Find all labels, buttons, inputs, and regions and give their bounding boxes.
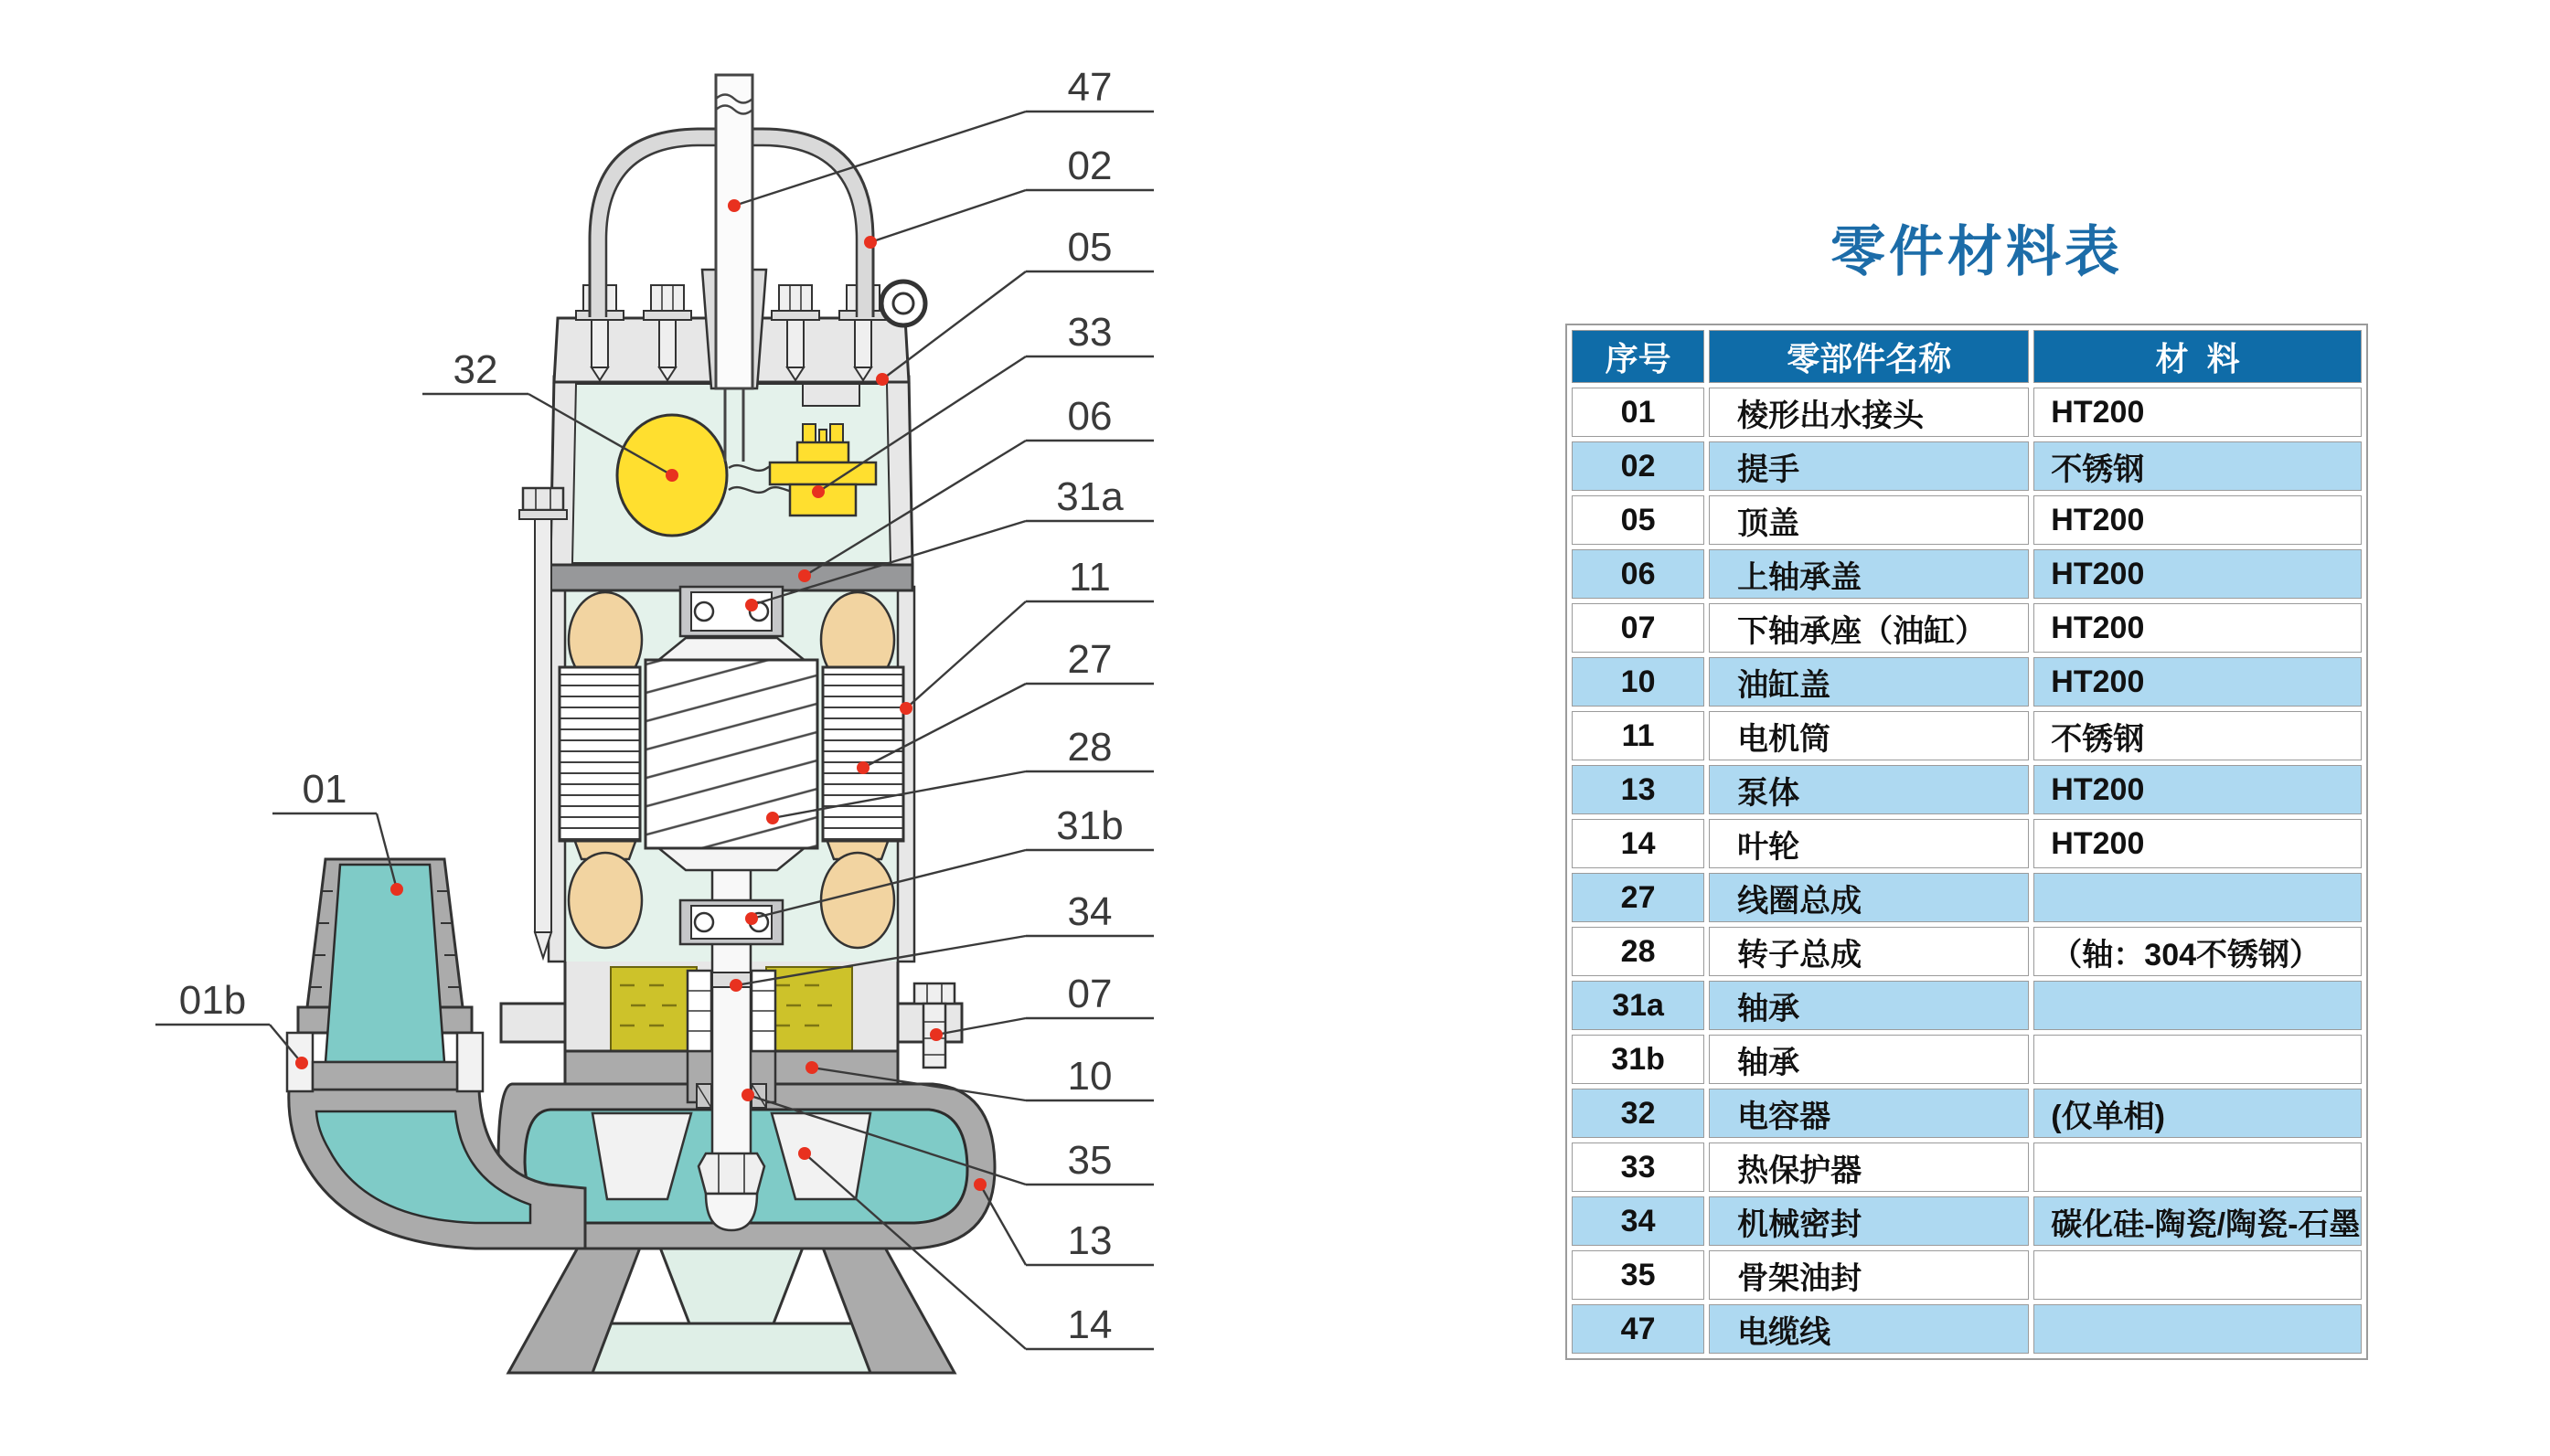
callout-label: 47 (1067, 65, 1113, 110)
part-no-cell: 27 (1572, 873, 1704, 922)
bearing-upper (680, 587, 783, 636)
leader-dot (730, 979, 742, 992)
leader-dot (806, 1061, 818, 1074)
callout-label: 11 (1069, 555, 1111, 600)
leader-line (980, 1185, 1026, 1265)
leader-dot (295, 1057, 308, 1069)
shaft-nut (699, 1153, 764, 1194)
part-name-cell: 上轴承盖 (1709, 549, 2029, 599)
part-name-cell: 机械密封 (1709, 1196, 2029, 1246)
part-no-cell: 13 (1572, 765, 1704, 814)
oil-cylinder-wing-left (501, 1004, 565, 1042)
material-cell (2033, 1142, 2362, 1192)
table-row (1572, 981, 2362, 1030)
leader-dot (812, 485, 825, 498)
leader-dot (745, 599, 758, 611)
part-no-cell: 28 (1572, 927, 1704, 976)
material-cell: （轴：304不锈钢） (2033, 927, 2362, 976)
upper-housing (550, 377, 912, 565)
callout-13 (974, 1178, 1154, 1265)
part-name-cell: 转子总成 (1709, 927, 2029, 976)
part-no-cell: 01 (1572, 388, 1704, 437)
tie-rod-shank (535, 519, 551, 932)
table-row (1572, 1196, 2362, 1246)
material-cell: HT200 (2033, 657, 2362, 707)
outlet-pipe (287, 859, 483, 1091)
material-cell: 不锈钢 (2033, 711, 2362, 760)
part-name-cell: 顶盖 (1709, 495, 2029, 545)
table-row (1572, 1250, 2362, 1300)
part-name-cell: 油缸盖 (1709, 657, 2029, 707)
bearing-ball (695, 602, 713, 621)
rotor-assembly (646, 638, 817, 870)
part-no-cell: 10 (1572, 657, 1704, 707)
callout-label: 05 (1067, 225, 1113, 270)
material-cell: 碳化硅-陶瓷/陶瓷-石墨 (2033, 1196, 2362, 1246)
part-name-cell: 棱形出水接头 (1709, 388, 2029, 437)
callout-label: 28 (1067, 725, 1113, 770)
pipe-seat (313, 1062, 457, 1089)
part-no-cell: 31b (1572, 1035, 1704, 1084)
table-row (1572, 711, 2362, 760)
table-row (1572, 1304, 2362, 1354)
table-row (1572, 549, 2362, 599)
table-row (1572, 657, 2362, 707)
material-cell: HT200 (2033, 819, 2362, 868)
callout-11 (900, 555, 1154, 715)
callout-07 (930, 972, 1154, 1041)
callout-label: 13 (1067, 1218, 1113, 1263)
leader-dot (666, 469, 678, 482)
table-row (1572, 495, 2362, 545)
part-no-cell: 32 (1572, 1089, 1704, 1138)
leader-dot (930, 1028, 943, 1041)
material-cell (2033, 1304, 2362, 1354)
callout-label: 01 (302, 767, 347, 812)
oil-pocket-right (766, 967, 852, 1051)
part-name-cell: 轴承 (1709, 981, 2029, 1030)
pipe-gasket-right (457, 1033, 483, 1091)
table-row (1572, 873, 2362, 922)
cable-body (716, 75, 752, 388)
table-row (1572, 388, 2362, 437)
material-cell (2033, 1035, 2362, 1084)
callout-01b (155, 978, 308, 1069)
callout-label: 31b (1056, 803, 1124, 848)
callout-label: 14 (1067, 1302, 1113, 1347)
leader-dot (390, 883, 403, 896)
callout-label: 33 (1067, 310, 1113, 355)
leader-dot (864, 236, 877, 249)
tie-rod-head (523, 488, 563, 510)
pipe-water (325, 865, 444, 1062)
leader-dot (766, 812, 779, 824)
leader-dot (798, 569, 811, 582)
callout-label: 32 (453, 347, 498, 392)
oil-pocket-left (611, 967, 697, 1051)
part-name-cell: 下轴承座（油缸） (1709, 603, 2029, 653)
base-cone (660, 1248, 803, 1323)
part-no-cell: 47 (1572, 1304, 1704, 1354)
part-name-cell: 骨架油封 (1709, 1250, 2029, 1300)
table-header-row (1572, 330, 2362, 383)
callout-label: 06 (1067, 394, 1113, 439)
material-cell (2033, 873, 2362, 922)
table-row (1572, 1035, 2362, 1084)
material-cell: (仅单相) (2033, 1089, 2362, 1138)
part-no-cell: 33 (1572, 1142, 1704, 1192)
part-no-cell: 05 (1572, 495, 1704, 545)
leader-dot (742, 1089, 754, 1101)
table-row (1572, 441, 2362, 491)
table-row (1572, 1142, 2362, 1192)
table-title: 零件材料表 (1830, 221, 2123, 282)
callout-label: 27 (1067, 637, 1113, 682)
material-cell (2033, 981, 2362, 1030)
table-row (1572, 927, 2362, 976)
part-name-cell: 叶轮 (1709, 819, 2029, 868)
callout-label: 10 (1067, 1054, 1113, 1099)
part-name-cell: 提手 (1709, 441, 2029, 491)
part-no-cell: 07 (1572, 603, 1704, 653)
callout-label: 35 (1067, 1138, 1113, 1183)
part-name-cell: 轴承 (1709, 1035, 2029, 1084)
part-no-cell: 14 (1572, 819, 1704, 868)
table-row (1572, 819, 2362, 868)
leader-dot (745, 912, 758, 925)
housing-vent-block (803, 384, 859, 406)
parts-table-panel (1565, 208, 2388, 1360)
part-no-cell: 35 (1572, 1250, 1704, 1300)
parts-table (1565, 324, 2368, 1360)
rotor-core (646, 660, 817, 848)
leader-dot (798, 1147, 811, 1160)
material-cell: 不锈钢 (2033, 441, 2362, 491)
part-name-cell: 线圈总成 (1709, 873, 2029, 922)
callout-label: 01b (178, 978, 247, 1023)
material-cell: HT200 (2033, 495, 2362, 545)
leader-dot (857, 761, 870, 774)
header-part-name: 零部件名称 (1709, 330, 2029, 383)
eyelet-hole (893, 293, 913, 314)
callout-label: 07 (1067, 972, 1113, 1016)
leader-dot (900, 702, 912, 715)
part-name-cell: 电容器 (1709, 1089, 2029, 1138)
leader-dot (876, 373, 889, 386)
oil-plug-head (914, 983, 955, 1004)
stator-core-left (560, 667, 640, 841)
table-row (1572, 603, 2362, 653)
header-no: 序号 (1572, 330, 1704, 383)
winding-bottom-right (821, 853, 894, 948)
leader-dot (728, 199, 741, 212)
callout-label: 02 (1067, 143, 1113, 188)
leader-dot (974, 1178, 987, 1191)
winding-bottom-left (569, 853, 642, 948)
material-cell (2033, 1250, 2362, 1300)
callout-label: 31a (1056, 474, 1124, 519)
leader-line (734, 112, 1026, 206)
bearing-lower (680, 900, 783, 944)
part-name-cell: 热保护器 (1709, 1142, 2029, 1192)
part-no-cell: 31a (1572, 981, 1704, 1030)
part-no-cell: 06 (1572, 549, 1704, 599)
material-cell: HT200 (2033, 388, 2362, 437)
material-cell: HT200 (2033, 549, 2362, 599)
part-no-cell: 02 (1572, 441, 1704, 491)
parts-table-body (1572, 388, 2362, 1354)
callout-label: 34 (1067, 889, 1113, 934)
part-no-cell: 34 (1572, 1196, 1704, 1246)
bearing-ball (695, 913, 713, 931)
part-name-cell: 泵体 (1709, 765, 2029, 814)
part-no-cell: 11 (1572, 711, 1704, 760)
table-row (1572, 1089, 2362, 1138)
part-name-cell: 电机筒 (1709, 711, 2029, 760)
base-stand (508, 1248, 955, 1373)
table-row (1572, 765, 2362, 814)
material-cell: HT200 (2033, 603, 2362, 653)
header-material: 材 料 (2033, 330, 2362, 383)
leader-line (870, 190, 1026, 242)
material-cell: HT200 (2033, 765, 2362, 814)
part-name-cell: 电缆线 (1709, 1304, 2029, 1354)
